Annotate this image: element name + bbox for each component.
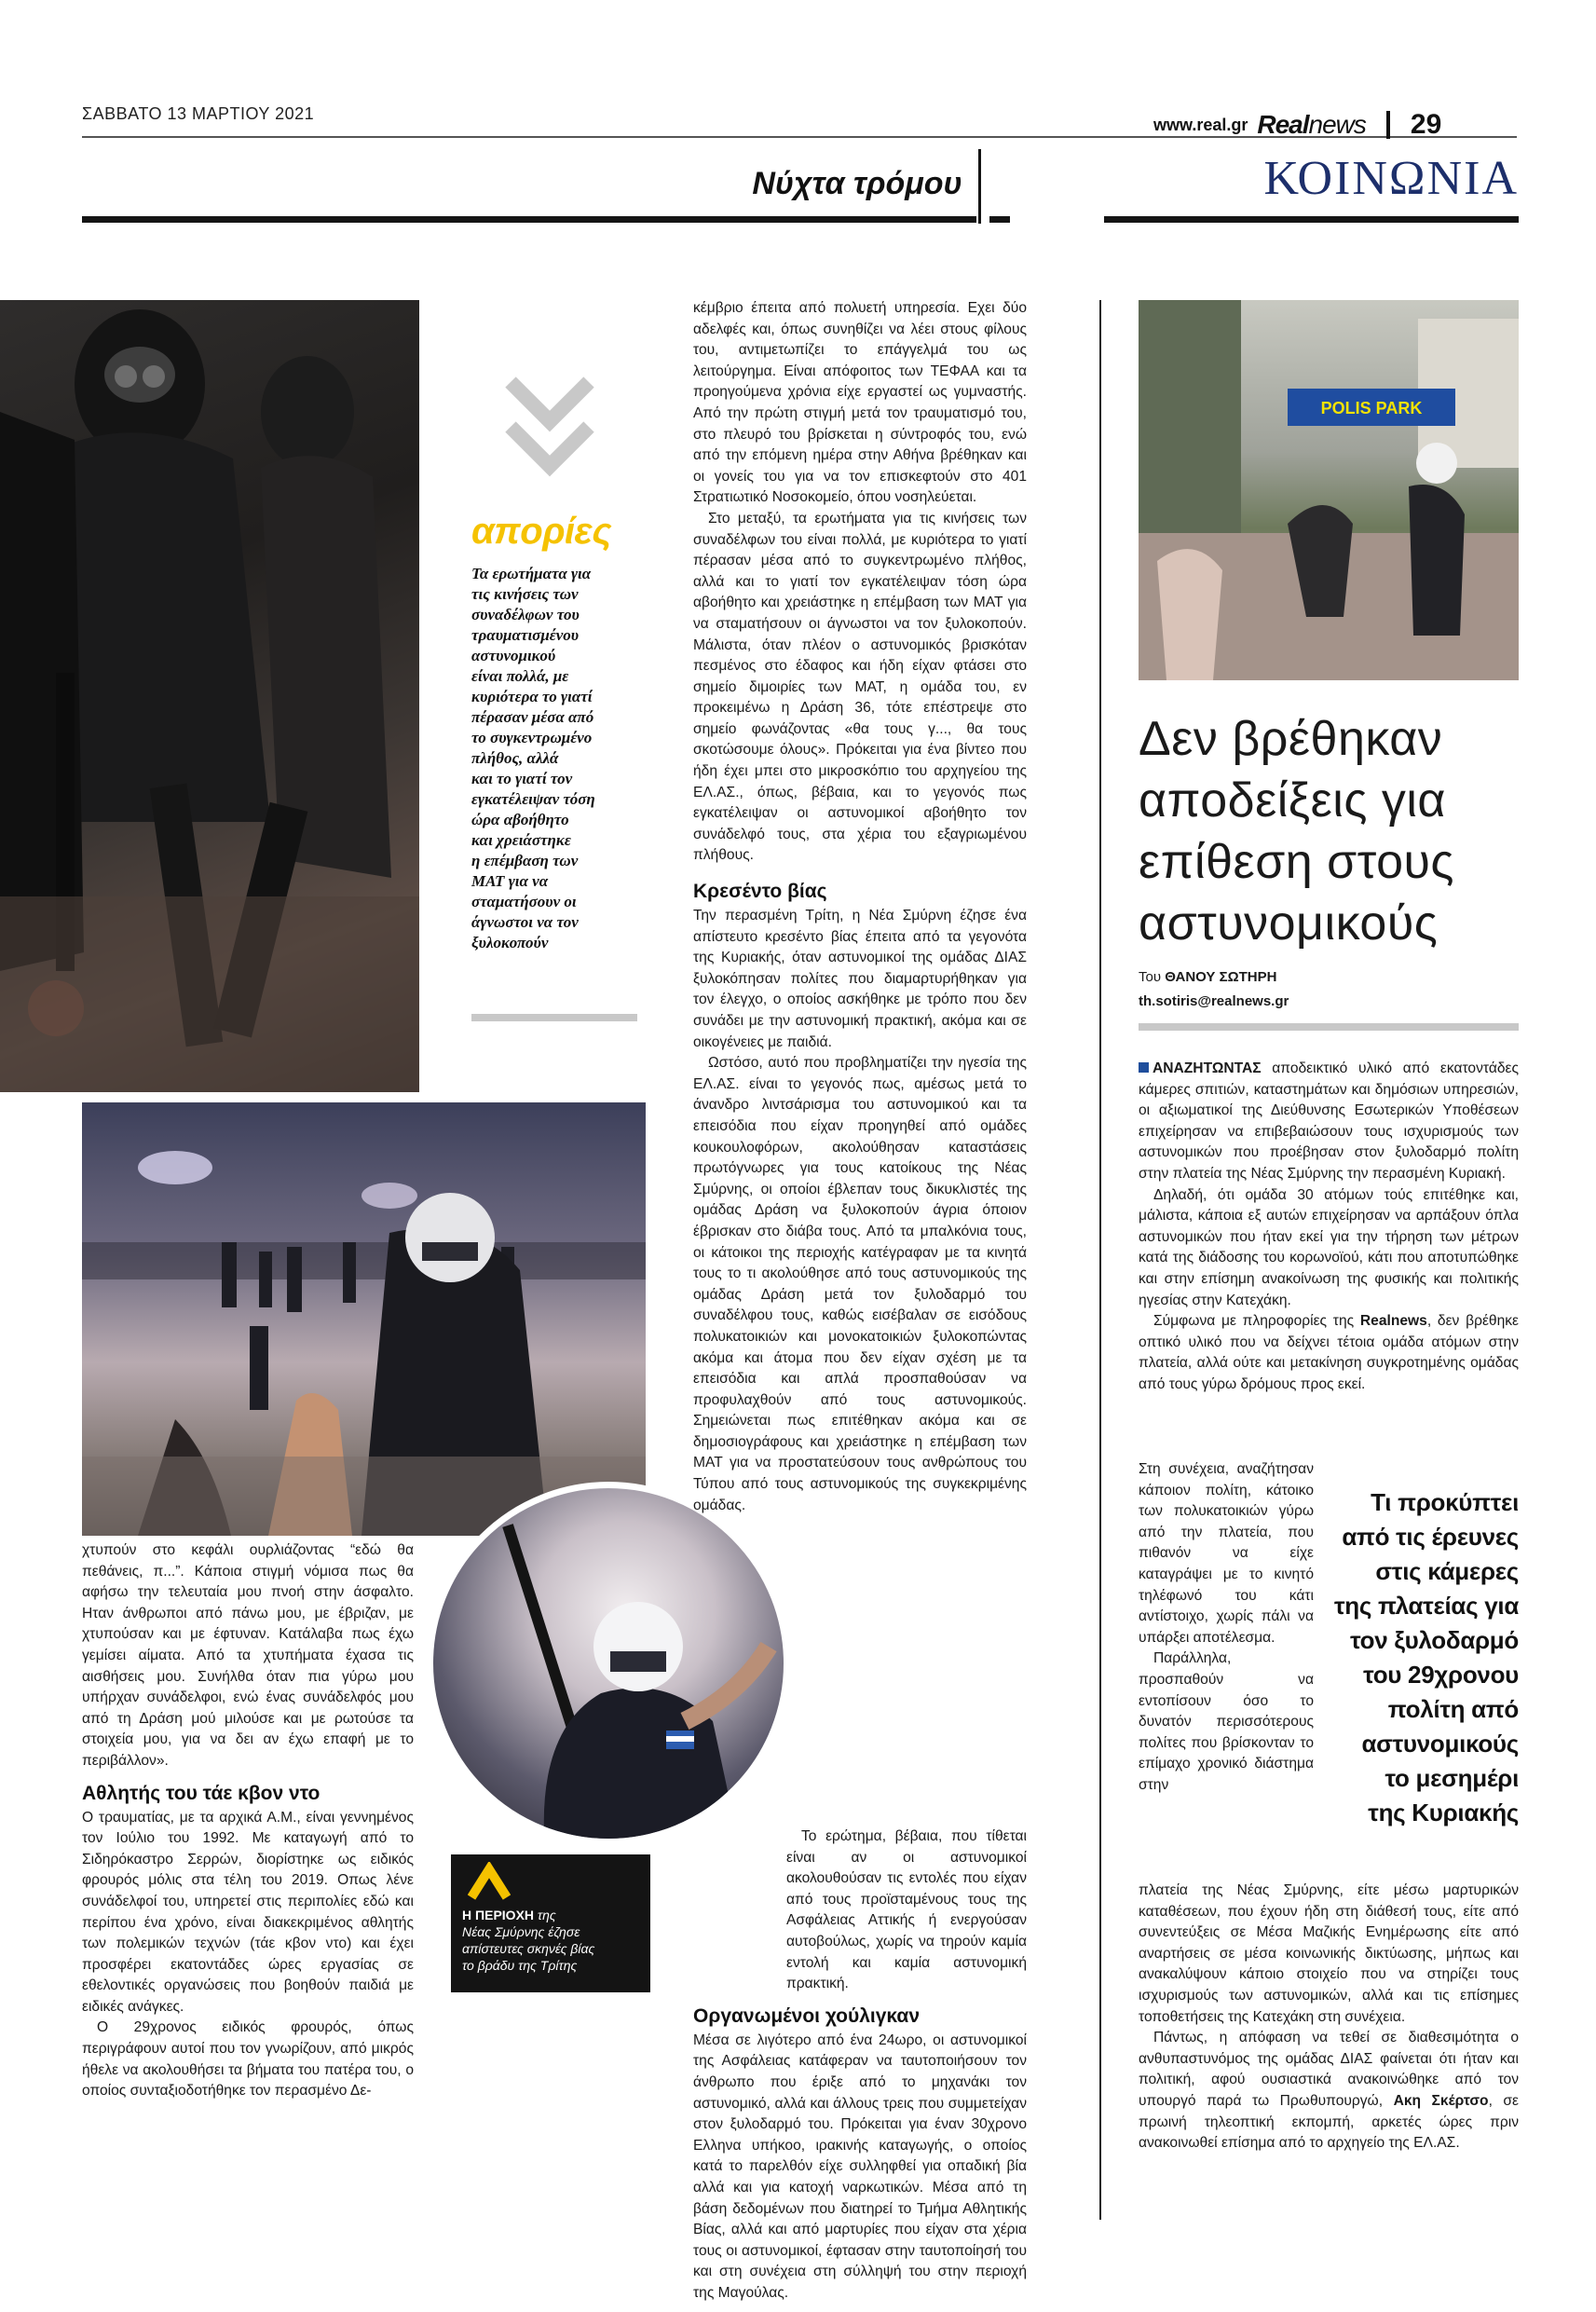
byline-rule [1139,1023,1519,1031]
col3-paragraph-5-start: Παράλληλα, προσπαθούν να εντοπίσουν όσο το δυνατόν περισσότερους πολίτες που βρίσκονταν το επίμαχο χρονικό διάστημα στην [1139,1650,1314,1793]
aporíes-text-line: ώρα αβοήθητο [471,811,569,828]
photo-caption-box [451,1854,650,1992]
col3-p1-text: αποδεικτικό υλικό από εκατοντάδες κάμερες σπιτιών, καταστημάτων και δημόσιων υπηρεσιών, οι αξιωματικοί της Διεύθυνσης Εσωτερικών Υποθέσεων επιχείρησαν να επιβεβαιώσουν τους ισχυρισμούς των αστυνομικών που προέβησαν στον ξυλοδαρμό πολίτη στην πλατεία της Νέας Σμύρνης την περασμένη Κυριακή. [1139,1060,1519,1182]
aporíes-text-line: τραυματισμένου [471,626,580,644]
col2-subheading-1: Κρεσέντο βίας [693,881,827,903]
column-2-bottom [693,1826,1027,2304]
sign-text: POLIS PARK [1320,399,1423,417]
col1-paragraph-1: χτυπούν στο κεφάλι ουρλιάζοντας “εδώ θα πεθάνεις, π...”. Κάποια στιγμή νόμισα πως θα αφήσω την τελευταία μου πνοή στην άσφαλτο. Ηταν άνθρωποι από πάνω μου, με έβριζαν, με χτυπούσαν και με έφτυναν. Κατάλαβα πως έχω γεμίσει αίματα. Από τα χτυπήματα έχασα τις αισθήσεις μου. Συνήλθα όταν πια γύρω μου υπήρχαν συνάδελφοι, ενώ ένας συνάδελφός μου από τη Δράση μού μιλούσε και με ρωτούσε τα στοιχεία μου, για να δει αν έχω επαφή με το περιβάλλον». [82,1542,414,1769]
headline-line: επίθεση στους [1139,835,1454,889]
aporíes-text-line: και το γιατί τον [471,770,573,787]
photo-masked-protesters [0,300,419,1092]
pullquote-line: της Κυριακής [1368,1799,1519,1826]
pullquote-line: στις κάμερες [1375,1557,1519,1585]
byline [1139,969,1276,985]
aporíes-text-line: σταματήσουν οι [471,893,577,910]
caption-lead: Η ΠΕΡΙΟΧΗ [462,1908,535,1922]
photo-riot-police-art [82,1102,646,1536]
photo-plaza-art [1139,300,1519,680]
col2-paragraph-5: Το ερώτημα, βέβαια, που τίθεται είναι αν οι αστυνομικοί ακολουθούσαν τις εντολές που είχαν από τους προϊσταμένους τους της Ασφάλειας Αττικής ή ενεργούσαν αυτοβούλως, χωρίς να τηρούν καμία εντολή και καμία αστυνομική πρακτική. [786,1828,1027,1992]
aporíes-text-line: κυριότερα το γιατί [471,688,593,705]
caption-rest-1: της [537,1908,556,1922]
col2-subheading-2: Οργανωμένοι χούλιγκαν [693,2004,921,2027]
chevron-down-icon [503,373,596,489]
aporíes-text-line: Τα ερωτήματα για [471,565,592,582]
col3-p3-b: , δεν βρέθηκε οπτικό υλικό που να δείχνει τέτοια ομάδα ατόμων στην πλατεία, αλλά ούτε και μετακίνηση συγκροτημένης ομάδας από τους γύρω δρόμους προς εκεί. [1139,1313,1519,1392]
col3-p6-b: , σε πρωινή τηλεοπτική εκπομπή, αρκετές ώρες πριν ανακοινωθεί επίσημα από το αρχηγείο της ΕΛ.ΑΣ. [1139,2092,1519,2152]
byline-name: ΘΑΝΟΥ ΣΩΤΗΡΗ [1165,969,1277,985]
photo-officer-art [433,1488,790,1845]
col3-paragraph-6 [1139,2028,1519,2155]
chevron-up-icon [468,1862,511,1901]
section-bar-category [1104,216,1519,223]
aporíes-text-line: ξυλοκοπούν [471,934,549,951]
pullquote-line: της πλατείας για [1333,1592,1519,1620]
header-date: ΣΑΒΒΑΤΟ 13 ΜΑΡΤΙΟΥ 2021 [82,104,315,123]
pullquote [1323,1485,1519,1830]
aporíes-text-line: η επέμβαση των [471,852,579,869]
brand-real: Real [1257,110,1309,139]
col2-paragraph-6: Μέσα σε λιγότερο από ένα 24ωρο, οι αστυνομικοί της Ασφάλειας κατάφεραν να ταυτοποιήσουν τον άνθρωπο που έριξε από το μηχανάκι τον αστυνομικό, αλλά και άλλους τρεις που συμμετείχαν στον ξυλοδαρμό του. Πρόκειται για έναν 30χρονο Ελληνα υπήκοο, ιρακινής καταγωγής, ο οποίος κατά το παρελθόν είχε συλληφθεί για οπαδική βία αλλά και για κατοχή ναρκωτικών. Μέσα από τη βάση δεδομένων που διατηρεί το Τμήμα Αθλητικής Βίας, αλλά και από μαρτυρίες που είχαν στα χέρια τους οι αστυνομικοί, έφτασαν στην ταυτοποίησή του και στη συνέχεια στη σύλληψή του στην περιοχή της Μαγούλας. [693,2032,1027,2301]
col2-paragraph-2: Στο μεταξύ, τα ερωτήματα για τις κινήσεις των συναδέλφων του είναι πολλά, με κυριότερα το γιατί πέρασαν μέσα από το συγκεντρωμένο πλήθος, αλλά και το γιατί τον εγκατέλειψαν τόση ώρα αβοήθητο και χρειάστηκε η επέμβαση των ΜΑΤ για να σταματήσουν οι άγνωστοι να τον ξυλοκοπούν. Μάλιστα, όταν πλέον ο αστυνομικός βρισκόταν πεσμένος στο έδαφος και ήδη είχαν φτάσει στο σημείο διμοιρίες των ΜΑΤ, η ομάδα του, εν προκειμένω η Δράση 36, τότε επέστρεψε στο σημείο φωνάζοντας «θα τους γ..., θα τους σκοτώσουμε όλους». Πρόκειται για ένα βίντεο που ήδη έχει μπει στο μικροσκόπιο του αρχηγείου της ΕΛ.ΑΣ., όπως, βέβαια, και το γεγονός πως εγκατέλειψαν οι αστυνομικοί αβοήθητο τον συνάδελφό τους, στα χέρια του εξαγριωμένου πλήθους. [693,510,1027,864]
pullquote-line: τον ξυλοδαρμό [1350,1626,1519,1654]
aporíes-heading: απορίες [471,511,611,552]
caption-rest-2: Νέας Σμύρνης έζησε [462,1924,580,1939]
aporíes-text [471,564,644,953]
col3-paragraph-3 [1139,1311,1519,1395]
byline-prefix: Του [1139,969,1162,985]
section-bar-right [989,216,1010,223]
headline-line: Δεν βρέθηκαν [1139,712,1443,766]
aporíes-text-line: εγκατέλειψαν τόση [471,790,595,808]
site-url[interactable]: www.real.gr [1153,115,1248,134]
brand-news: news [1308,110,1366,139]
col3-paragraph-1 [1139,1059,1519,1185]
section-bar-left [82,216,976,223]
category-label: ΚΟΙΝΩΝΙΑ [1263,152,1519,205]
col3-p3-brand: Realnews [1359,1313,1427,1330]
header-divider [1386,111,1390,139]
column-3-narrow [1139,1459,1314,1797]
pullquote-line: αστυνομικούς [1361,1730,1519,1758]
column-1 [82,1540,414,2102]
col3-p3-a: Σύμφωνα με πληροφορίες της [1153,1313,1360,1330]
col3-paragraph-4: Στη συνέχεια, αναζήτησαν κάποιον πολίτη, κάτοικο των πολυκατοικιών γύρω από την πλατεία, που πιθανόν να είχε καταγράψει με το κινητό τηλέφωνό του κάτι αντίστοιχο, χωρίς πάλι να υπάρξει αποτέλεσμα. [1139,1461,1314,1646]
photo-masked-protesters-art [0,300,419,1092]
column-2-top [693,298,1027,1516]
aporíes-text-line: είναι πολλά, με [471,667,569,685]
column-3-bottom [1139,1881,1519,2155]
aporíes-rule [471,1014,637,1021]
blue-square-icon [1139,1062,1149,1073]
aporíes-text-line: συναδέλφων του [471,606,580,623]
col3-p6-name: Ακη Σκέρτσο [1393,2092,1489,2109]
photo-plaza-beating [1139,300,1519,680]
caption-text [462,1907,639,1974]
aporíes-text-line: πλήθος, αλλά [471,749,559,767]
aporíes-text-line: και χρειάστηκε [471,831,571,849]
aporíes-text-line: πέρασαν μέσα από [471,708,594,726]
col1-paragraph-3: Ο 29χρονος ειδικός φρουρός, όπως περιγράφουν αυτοί που τον γνωρίζουν, από μικρός ήθελε να ακολουθήσει τα βήματα του πατέρα του, ο οποίος συνταξιοδοτήθηκε τον περασμένο Δε- [82,2019,414,2100]
aporíes-text-line: τις κινήσεις των [471,585,579,603]
column-3-top [1139,1059,1519,1396]
aporíes-text-line: αστυνομικού [471,647,556,664]
pullquote-line: του 29χρονου [1363,1661,1519,1689]
col3-paragraph-2: Δηλαδή, ότι ομάδα 30 ατόμων τούς επιτέθηκε και, μάλιστα, κάποια εξ αυτών επιχείρησαν να αρπάξουν όπλα αστυνομικών που ήταν εκεί για την τήρηση των μέτρων κατά της διάδοσης του κορωνοϊού, κάτι που αποτυπώθηκε και στην επίσημη ανακοίνωση της φυσικής και πολιτικής ηγεσίας στην Κατεχάκη. [1139,1186,1519,1308]
col1-paragraph-2: Ο τραυματίας, με τα αρχικά Α.Μ., είναι γεννημένος τον Ιούλιο του 1992. Με καταγωγή από το Σιδηρόκαστρο Σερρών, διορίστηκε ως ειδικός φρουρός μόλις στα τέλη του 2019. Οπως λένε συνάδελφοί του, υπηρετεί στις περιπολίες εδώ και περίπου ένα χρόνο, είναι διακεκριμένος αθλητής των πολεμικών τεχνών (τάε κβον ντο) και έχει προσφέρει εκατοντάδες ώρες εργασίας σε εθελοντικές οργανώσεις που βοηθούν παιδιά με ειδικές ανάγκες. [82,1809,414,2015]
col2-paragraph-3: Την περασμένη Τρίτη, η Νέα Σμύρνη έζησε ένα απίστευτο κρεσέντο βίας έπειτα από τα γεγονότα της Κυριακής, όταν αστυνομικοί της ομάδας ΔΙΑΣ ξυλοκόπησαν πολίτες που διαμαρτυρήθηκαν για τον έλεγχο, ο οποίος ασκήθηκε με τρόπο που δεν συνάδει με την αστυνομική πρακτική, ακόμα και σε οικογένειες με παιδιά. [693,908,1027,1050]
pullquote-line: Τι προκύπτει [1371,1488,1519,1516]
headline-line: αστυνομικούς [1139,896,1439,951]
masthead [1153,110,1441,140]
chevrons-graphic [503,373,596,489]
photo-officer-circle [427,1482,790,1845]
caption-rest-4: το βράδυ της Τρίτης [462,1958,578,1973]
col3-paragraph-5-rest: πλατεία της Νέας Σμύρνης, είτε μέσω μαρτυρικών καταθέσεων, που έχουν ήδη στη διάθεσή τους, είτε από συνεντεύξεις σε Μέσα Μαζικής Ενημέρωσης είτε από αναρτήσεις σε μέσα κοινωνικής δικτύωσης, μήπως και ανακαλύψουν κάποιο στοιχείο που να στηρίζει τους ισχυρισμούς των αστυνομικών, αλλά και τις επίσημες τοποθετήσεις της Κατεχάκη στη συνέχεια. [1139,1882,1519,2025]
aporíes-text-line: το συγκεντρωμένο [471,729,593,746]
headline-line: αποδείξεις για [1139,773,1446,828]
sidebar-border [1099,300,1101,2220]
aporíes-text-line: ΜΑΤ για να [471,872,549,890]
article-headline [1139,708,1521,954]
section-title: Νύχτα τρόμου [752,166,962,201]
brand-logo [1257,110,1366,140]
page-number: 29 [1410,109,1442,140]
caption-rest-3: απίστευτες σκηνές βίας [462,1941,595,1956]
col2-paragraph-1: κέμβριο έπειτα από πολυετή υπηρεσία. Εχει δύο αδελφές και, όπως συνηθίζει να λέει στους φίλους του, αντιμετωπίζει το επάγγελμά του ως λειτούργημα. Είναι απόφοιτος των ΤΕΦΑΑ και τα προηγούμενα χρόνια είχε εργαστεί ως γυμναστής. Από την πρώτη στιγμή μετά τον τραυματισμό του, στο πλευρό του βρίσκεται η σύντροφός του, ενώ από την επόμενη ημέρα στην Αθήνα βρέθηκαν και οι γονείς του για να τον επισκεφτούν στο 401 Στρατιωτικό Νοσοκομείο, όπου νοσηλεύεται. [693,300,1027,506]
pullquote-line: το μεσημέρι [1385,1764,1519,1792]
col1-subheading-1: Αθλητής του τάε κβον ντο [82,1782,321,1804]
aporíes-text-line: άγνωστοι να τον [471,913,579,931]
photo-riot-police-scene [82,1102,646,1536]
pullquote-line: από τις έρευνες [1342,1523,1519,1551]
pullquote-line: πολίτη από [1387,1695,1519,1723]
lead-word: ΑΝΑΖΗΤΩΝΤΑΣ [1153,1060,1262,1076]
section-divider-v [978,149,981,224]
col2-paragraph-4: Ωστόσο, αυτό που προβληματίζει την ηγεσία της ΕΛ.ΑΣ. είναι το γεγονός πως, αμέσως μετά το άνανδρο λιντσάρισμα του αστυνομικού και τα επεισόδια που είχαν προηγηθεί από ομάδες κουκουλοφόρων, ακολούθησαν καταστάσεις πρωτόγνωρες για τους κατοίκους της Νέας Σμύρνης, οι οποίοι έβλεπαν τους δικυκλιστές της ομάδας Δράση να ξυλοκοπούν άγρια όποιον έβρισκαν στο διάβα τους. Από τα μπαλκόνια τους, οι κάτοικοι της περιοχής κατέγραφαν με τα κινητά τους το τι ακολούθησε από τους αστυνομικούς της ομάδας Δράση μετά τον ξυλοδαρμό του συναδέλφου τους, καθώς εισέβαλαν σε εισόδους πολυκατοικιών και μονοκατοικιών ξυλοκοπώντας ακόμα και άτομα που δεν είχαν σχέση με τα επεισόδια και απλά προσπαθούσαν να προφυλαχθούν από τους αστυνομικούς. Σημειώνεται πως επιτέθηκαν ακόμα και σε δημοσιογράφους και χρειάστηκε η επέμβαση των ΜΑΤ για να προστατεύσουν τους ανθρώπους του Τύπου από τους αστυνομικούς της συγκεκριμένης ομάδας. [693,1055,1027,1513]
col3-p6-a: Πάντως, η απόφαση να τεθεί σε διαθεσιμότητα ο ανθυπαστυνόμος της ομάδας ΔΙΑΣ φαίνεται ότι ήταν και πολιτική, αφού ουσιαστικά ανακοινώθηκε από τον υπουργό παρά τω Πρωθυπουργώ, [1139,2030,1519,2109]
byline-email[interactable]: th.sotiris@realnews.gr [1139,993,1289,1009]
